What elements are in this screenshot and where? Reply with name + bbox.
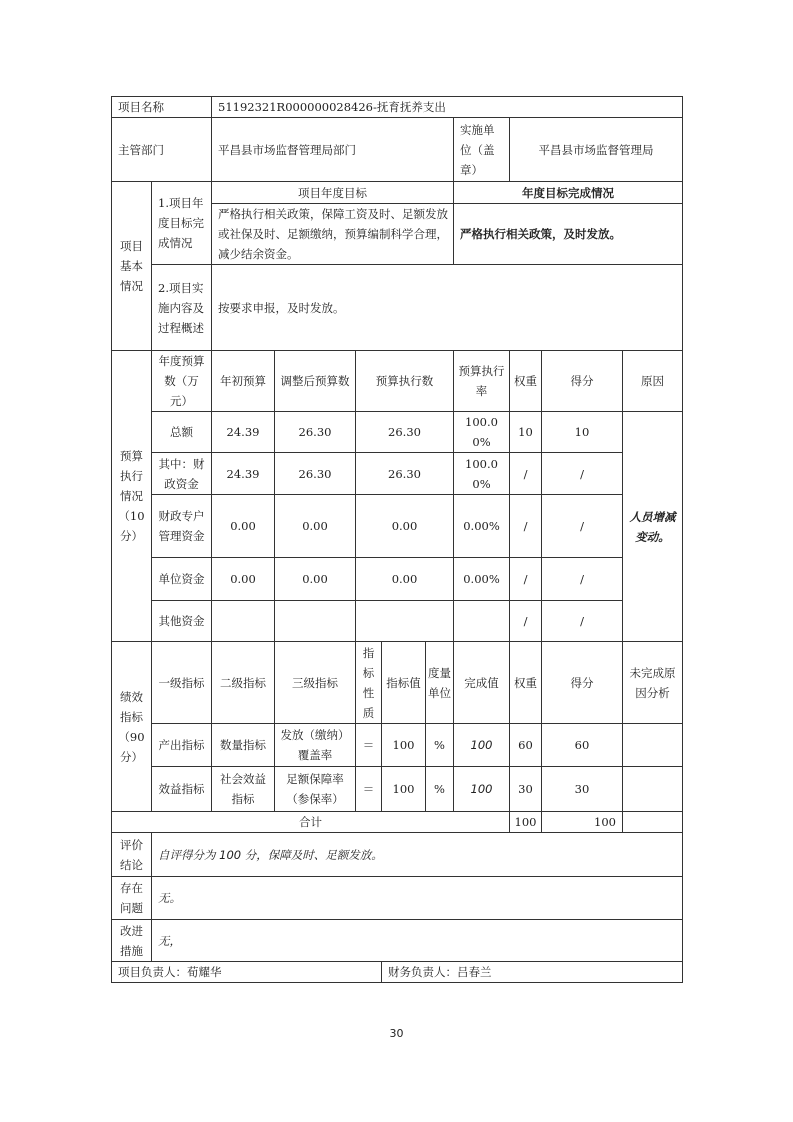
problems-text: 无。 [152,877,683,920]
perf-header: 三级指标 [275,642,356,724]
row-label: 其中：财政资金 [152,453,212,495]
completion-text: 严格执行相关政策，及时发放。 [454,204,683,265]
performance-row [112,724,683,767]
row-label: 单位资金 [152,558,212,601]
conclusion-text: 自评得分为 100 分，保障及时、足额发放。 [152,833,683,877]
execution-rate: 100.00% [454,453,510,495]
weight: / [510,601,542,642]
project-lead: 项目负责人：荀耀华 [112,962,382,983]
goal-header: 项目年度目标 [212,182,454,204]
total-reason [623,812,683,833]
executed-budget: 26.30 [356,412,454,453]
adjusted-budget: 26.30 [275,412,356,453]
row-label: 其他资金 [152,601,212,642]
performance-row [112,767,683,812]
perf-header: 指标值 [382,642,426,724]
row-label: 财政专户管理资金 [152,495,212,558]
goal-label: 1.项目年度目标完成情况 [152,182,212,265]
perf-header: 未完成原因分析 [623,642,683,724]
adjusted-budget: 0.00 [275,495,356,558]
performance-evaluation-table [111,96,683,983]
level3-indicator: 发放（缴纳）覆盖率 [275,724,356,767]
total-score: 100 [542,812,623,833]
unit-label: 实施单位（盖章） [454,118,510,182]
weight: / [510,495,542,558]
budget-header: 调整后预算数 [275,351,356,412]
unit-value: 平昌县市场监督管理局 [510,118,683,182]
weight: 60 [510,724,542,767]
execution-rate: 0.00% [454,558,510,601]
score: / [542,601,623,642]
level2-indicator: 社会效益指标 [212,767,275,812]
score: / [542,558,623,601]
execution-rate [454,601,510,642]
budget-row [112,495,683,558]
budget-row [112,453,683,495]
level1-indicator: 效益指标 [152,767,212,812]
row-label: 总额 [152,412,212,453]
perf-header: 二级指标 [212,642,275,724]
problems-label: 存在问题 [112,877,152,920]
perf-header: 度量单位 [426,642,454,724]
initial-budget: 24.39 [212,453,275,495]
perf-header: 权重 [510,642,542,724]
budget-header: 年初预算 [212,351,275,412]
budget-header: 得分 [542,351,623,412]
adjusted-budget [275,601,356,642]
conclusion-label: 评价结论 [112,833,152,877]
reason [623,724,683,767]
initial-budget: 24.39 [212,412,275,453]
indicator-nature: ＝ [356,724,382,767]
weight: 10 [510,412,542,453]
execution-rate: 100.00% [454,412,510,453]
score: 30 [542,767,623,812]
execution-rate: 0.00% [454,495,510,558]
project-name-value: 51192321R000000028426-抚育抚养支出 [212,97,683,118]
perf-header: 一级指标 [152,642,212,724]
budget-section-label: 预算执行情况（10分） [112,351,152,642]
initial-budget [212,601,275,642]
actual-value: 100 [454,767,510,812]
reason [623,767,683,812]
finance-lead: 财务负责人：吕春兰 [382,962,683,983]
indicator-nature: ＝ [356,767,382,812]
score: / [542,453,623,495]
level3-indicator: 足额保障率（参保率） [275,767,356,812]
perf-header: 指标性质 [356,642,382,724]
budget-header: 预算执行率 [454,351,510,412]
indicator-value: 100 [382,724,426,767]
measures-label: 改进措施 [112,920,152,962]
budget-row [112,558,683,601]
initial-budget: 0.00 [212,495,275,558]
adjusted-budget: 26.30 [275,453,356,495]
dept-label: 主管部门 [112,118,212,182]
goal-text: 严格执行相关政策，保障工资及时、足额发放或社保及时、足额缴纳，预算编制科学合理，减少结余资金。 [212,204,454,265]
weight: / [510,453,542,495]
executed-budget: 26.30 [356,453,454,495]
level1-indicator: 产出指标 [152,724,212,767]
budget-header: 预算执行数 [356,351,454,412]
content-text: 按要求申报，及时发放。 [212,265,683,351]
perf-header: 完成值 [454,642,510,724]
project-name-label: 项目名称 [112,97,212,118]
indicator-value: 100 [382,767,426,812]
score: / [542,495,623,558]
executed-budget: 0.00 [356,558,454,601]
executed-budget: 0.00 [356,495,454,558]
budget-header: 权重 [510,351,542,412]
dept-value: 平昌县市场监督管理局部门 [212,118,454,182]
perf-header: 得分 [542,642,623,724]
basic-section-label: 项目基本情况 [112,182,152,351]
weight: / [510,558,542,601]
unit: % [426,767,454,812]
total-label: 合计 [112,812,510,833]
budget-header: 原因 [623,351,683,412]
measures-text: 无， [152,920,683,962]
budget-row [112,601,683,642]
actual-value: 100 [454,724,510,767]
total-weight: 100 [510,812,542,833]
performance-section-label: 绩效指标（90分） [112,642,152,812]
budget-reason: 人员增减变动。 [623,412,683,642]
level2-indicator: 数量指标 [212,724,275,767]
initial-budget: 0.00 [212,558,275,601]
budget-row [112,412,683,453]
content-label: 2.项目实施内容及过程概述 [152,265,212,351]
adjusted-budget: 0.00 [275,558,356,601]
weight: 30 [510,767,542,812]
executed-budget [356,601,454,642]
unit: % [426,724,454,767]
budget-header: 年度预算数（万元） [152,351,212,412]
completion-header: 年度目标完成情况 [454,182,683,204]
score: 60 [542,724,623,767]
score: 10 [542,412,623,453]
page-number: 30 [389,1027,404,1040]
